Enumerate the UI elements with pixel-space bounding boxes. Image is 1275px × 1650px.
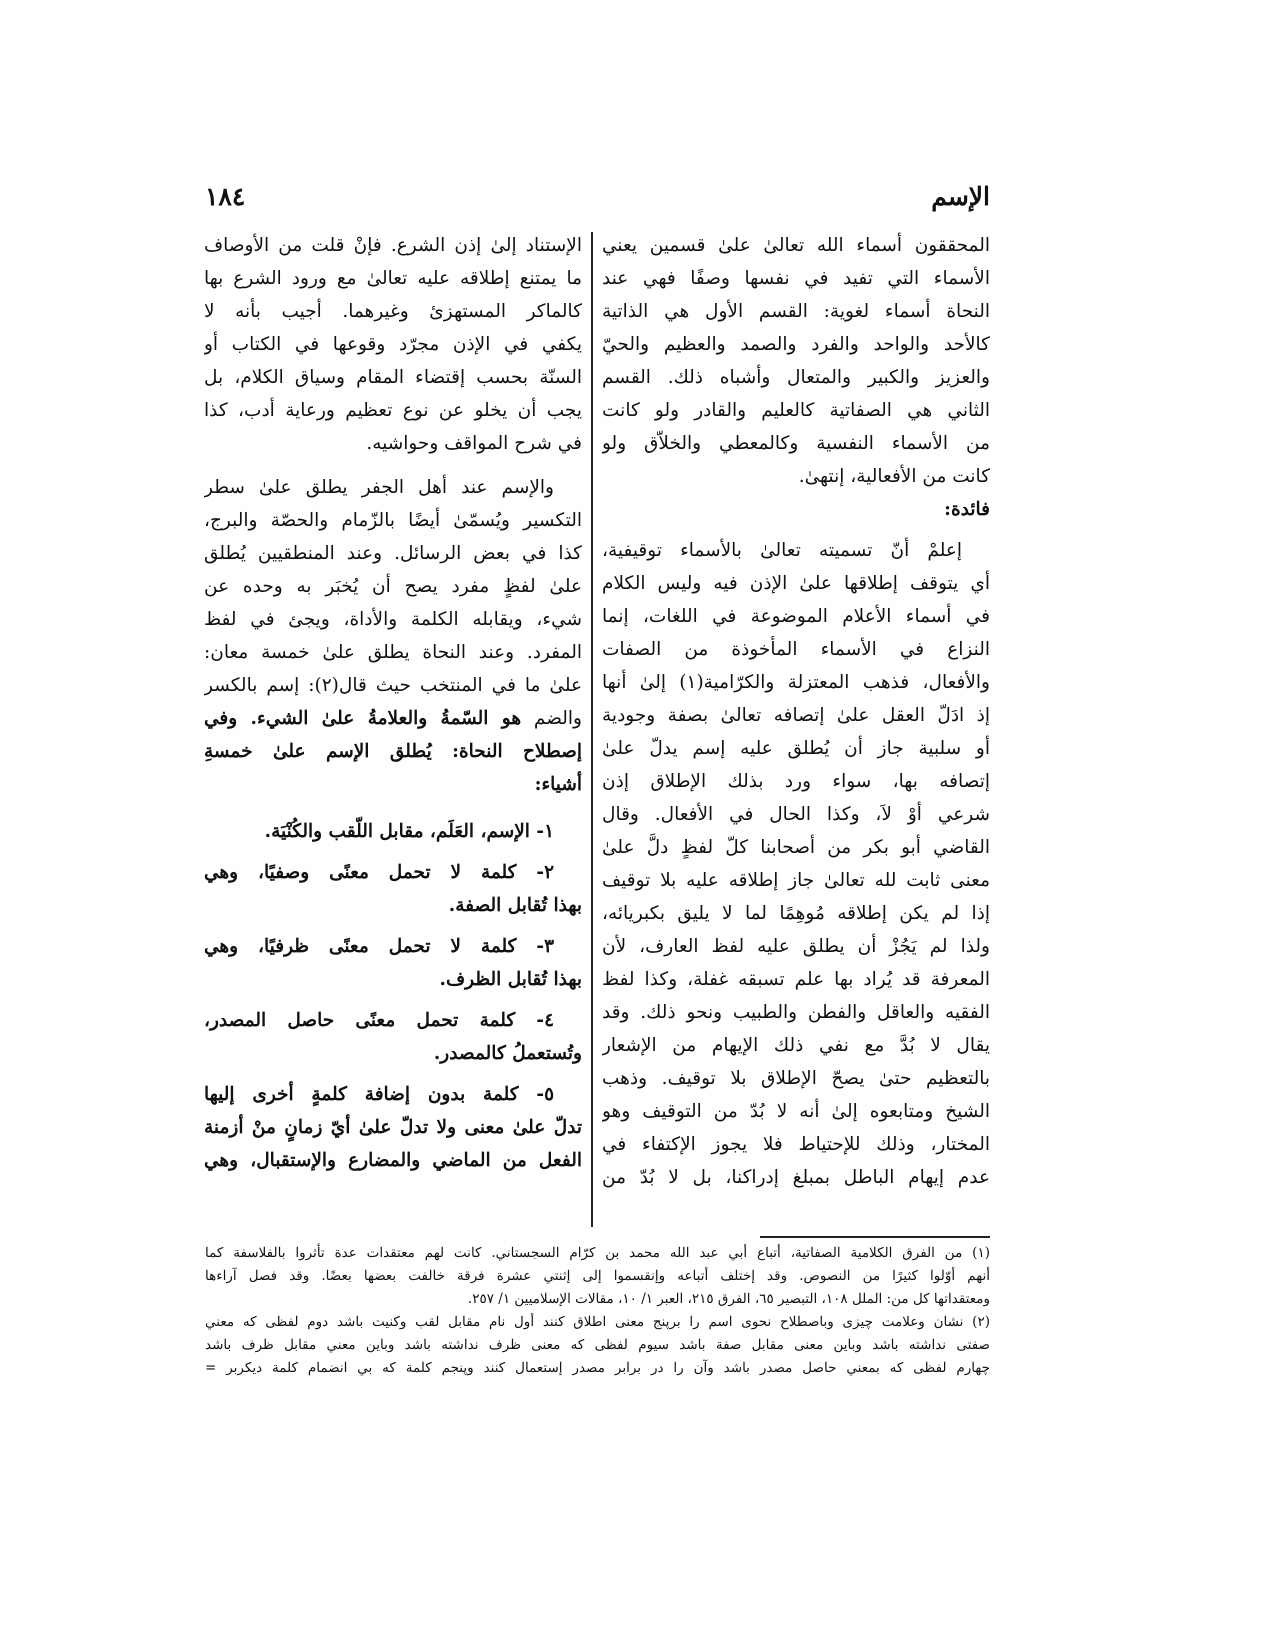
text-line: ٣- كلمة لا تحمل معنًى ظرفيًا، وهي <box>204 936 554 957</box>
running-title: الإسم <box>931 182 990 211</box>
text-line: المحققون أسماء الله تعالىٰ علىٰ قسمين يعني <box>602 235 990 256</box>
right-column <box>602 229 990 1194</box>
footnote-rule <box>760 1236 990 1238</box>
list-item <box>204 1004 582 1070</box>
text-line: بهذا تُقابل الظرف. <box>439 969 582 990</box>
text-line: النزاع في الأسماء المأخوذة من الصفات <box>602 639 990 660</box>
text-line: إذا لم يكن إطلاقه مُوهِمًا لما لا يليق بكبريائه، <box>602 903 990 924</box>
text-line: عدم إيهام الباطل بمبلغ إدراكنا، بل لا بُدّ من <box>602 1167 990 1188</box>
text-line: علىٰ ما في المنتخب حيث قال(٢): إسم بالكسر <box>204 675 582 696</box>
text-line: في أسماء الأعلام الموضوعة في اللغات، إنما <box>602 606 990 627</box>
text-line: (٢) نشان وعلامت چيزى وباصطلاح نحوى اسم را برپنج معنى اطلاق كنند أول نام مقابل لقب وكنيت باشد دوم لفظى كه معني <box>205 1314 990 1330</box>
text-line: أي يتوقف إطلاقها علىٰ الإذن فيه وليس الكلام <box>602 573 990 594</box>
text-line: في شرح المواقف وحواشيه. <box>366 433 582 454</box>
text-line: بالتعظيم حتىٰ يصحّ الإطلاق بلا توقيف. وذهب <box>602 1068 990 1089</box>
column-divider <box>591 232 593 1227</box>
text-line: النحاة أسماء لغوية: القسم الأول هي الذاتية <box>602 301 990 322</box>
text-line: التكسير ويُسمّىٰ أيضًا بالزّمام والحصّة والبرج، <box>204 510 582 531</box>
left-column <box>204 229 582 1177</box>
text-line: تدلّ علىٰ معنى ولا تدلّ علىٰ أيّ زمانٍ منْ أزمنة <box>204 1117 582 1138</box>
list-item <box>204 1078 582 1177</box>
text-line: إذ ادَلّ العقل علىٰ إتصافه تعالىٰ بصفة وجودية <box>602 705 990 726</box>
text-line: أشياء: <box>534 774 582 795</box>
text-line: المختار، وذلك للإحتياط فلا يجوز الإكتفاء في <box>602 1134 990 1155</box>
text-line: القاضي أبو بكر من أصحابنا كلّ لفظٍ دلَّ علىٰ <box>602 837 990 858</box>
text-line: چهارم لفظى كه بمعني حاصل مصدر باشد وآن را در برابر مصدر إستعمال كنند وپنجم كلمة كه بي انضمام كلمة ديكربر = <box>205 1360 990 1376</box>
text-line: كانت من الأفعالية، إنتهىٰ. <box>798 466 990 487</box>
text-segment: هو السّمةُ والعلامةُ علىٰ الشيء. وفي <box>204 708 522 729</box>
text-line: كذا في بعض الرسائل. وعند المنطقيين يُطلق <box>204 543 582 564</box>
paragraph <box>602 534 990 1194</box>
paragraph <box>205 1311 990 1380</box>
text-line: بهذا تُقابل الصفة. <box>448 895 582 916</box>
text-line: أنهم أوّلوا كثيرًا من النصوص. وقد إختلف أتباعه وإنقسموا إلى إثنتي عشرة فرقة خالفت بعضها بعضًا. وقد فصل آراءها <box>205 1268 990 1284</box>
text-line: ولذا لم يَجُزْ أن يطلق عليه لفظ العارف، لأن <box>602 936 990 957</box>
text-line: الإستناد إلىٰ إذن الشرع. فإنْ قلت من الأوصاف <box>204 235 582 256</box>
text-line: ٤- كلمة تحمل معنًى حاصل المصدر، <box>204 1010 554 1031</box>
list-item <box>204 856 582 922</box>
section-heading <box>602 493 990 526</box>
page-number: ١٨٤ <box>205 182 246 211</box>
text-line: كالأحد والواحد والفرد والصمد والعظيم والحيّ <box>602 334 990 355</box>
text-line <box>204 702 582 735</box>
text-line: المفرد. وعند النحاة يطلق علىٰ خمسة معان: <box>204 642 582 663</box>
paragraph <box>602 229 990 493</box>
paragraph <box>204 229 582 460</box>
text-line: إعلمْ أنّ تسميته تعالىٰ بالأسماء توقيفية، <box>602 540 962 561</box>
text-line: صفتى نداشته باشد وباين معنى مقابل صفة باشد سيوم لفظى كه معنى ظرف نداشته باشد وباين معني مقابل ظرف باشد <box>205 1337 990 1353</box>
text-line: معنى ثابت لله تعالىٰ جاز إطلاقه عليه بلا توقيف <box>602 870 990 891</box>
text-segment: والضم <box>521 708 582 729</box>
text-line: علىٰ لفظٍ مفرد يصح أن يُخبَر به وحده عن <box>204 576 582 597</box>
text-line: (١) من الفرق الكلامية الصفاتية، أتباع أبي عبد الله محمد بن كرّام السجستاني. كانت لهم معتقدات عدة تأثروا بالفلاسفة كما <box>205 1245 990 1261</box>
text-line: والأفعال، فذهب المعتزلة والكرّامية(١) إلىٰ أنها <box>602 672 990 693</box>
text-line: ومعتقداتها كل من: الملل ١٠٨، التبصير ٦٥، الفرق ٢١٥، العبر ١/ ١٠، مقالات الإسلاميين ١/ ٢٥٧. <box>467 1291 990 1307</box>
footnotes <box>205 1242 990 1380</box>
paragraph <box>205 1242 990 1311</box>
text-line: ٢- كلمة لا تحمل معنًى وصفيًا، وهي <box>204 862 554 883</box>
text-line: كالماكر المستهزئ وغيرهما. أجيب بأنه لا <box>204 301 582 322</box>
text-line: والإسم عند أهل الجفر يطلق علىٰ سطر <box>204 477 554 498</box>
text-line: ٥- كلمة بدون إضافة كلمةٍ أخرى إليها <box>204 1084 554 1105</box>
text-line: إصطلاح النحاة: يُطلق الإسم علىٰ خمسةِ <box>204 741 582 762</box>
paragraph <box>204 471 582 801</box>
text-line: إتصافه بها، سواء ورد بذلك الإطلاق إذن <box>602 771 990 792</box>
text-line: الفقيه والعاقل والفطن والطبيب ونحو ذلك. وقد <box>602 1002 990 1023</box>
text-line: ١- الإسم، العَلَم، مقابل اللّقب والكُنْيَة. <box>264 821 554 842</box>
list-item <box>204 930 582 996</box>
text-line: يقال لا بُدَّ مع نفي ذلك الإيهام من الإشعار <box>602 1035 990 1056</box>
text-line: الأسماء التي تفيد في نفسها وصفًا فهي عند <box>602 268 990 289</box>
list-item <box>204 815 582 848</box>
heading-text: فائدة: <box>944 499 990 520</box>
text-line: من الأسماء النفسية وكالمعطي والخلاّق ولو <box>602 433 990 454</box>
text-line: شيء، ويقابله الكلمة والأداة، ويجئ في لفظ <box>204 609 582 630</box>
text-line: وتُستعملُ كالمصدر. <box>433 1043 582 1064</box>
text-line: يجب أن يخلو عن نوع تعظيم ورعاية أدب، كذا <box>204 400 582 421</box>
text-line: الفعل من الماضي والمضارع والإستقبال، وهي <box>204 1150 582 1171</box>
text-line: ما يمتنع إطلاقه عليه تعالىٰ مع ورود الشرع بها <box>204 268 582 289</box>
text-line: السنّة بحسب إقتضاء المقام وسياق الكلام، بل <box>204 367 582 388</box>
text-line: المعرفة قد يُراد بها علم تسبقه غفلة، وكذا لفظ <box>602 969 990 990</box>
text-line: أو سلبية جاز أن يُطلق عليه إسم يدلّ علىٰ <box>602 738 990 759</box>
text-line: شرعي أوْ لاَ، وكذا الحال في الأفعال. وقال <box>602 804 990 825</box>
text-line: الثاني هي الصفاتية كالعليم والقادر ولو كانت <box>602 400 990 421</box>
text-line: يكفي في الإذن مجرّد وقوعها في الكتاب أو <box>204 334 582 355</box>
text-line: الشيخ ومتابعوه إلىٰ أنه لا بُدّ من التوقيف وهو <box>602 1101 990 1122</box>
text-line: والعزيز والكبير والمتعال وأشباه ذلك. القسم <box>602 367 990 388</box>
